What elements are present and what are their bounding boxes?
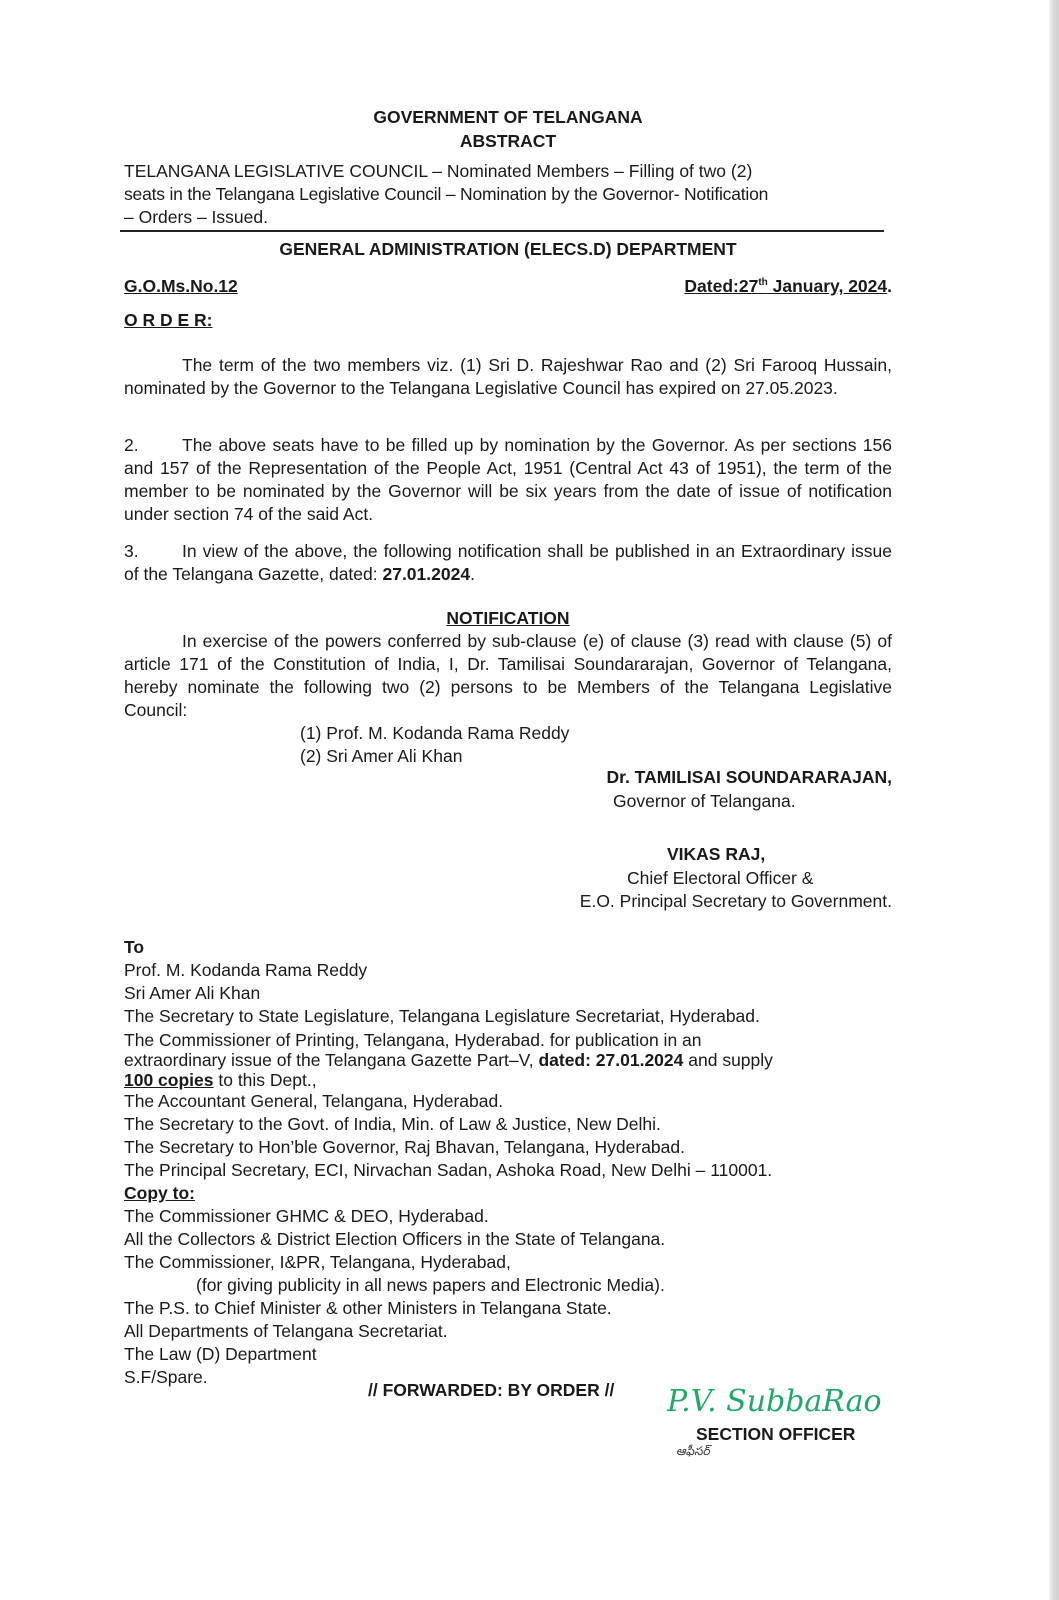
gazette-date: 27.01.2024 — [382, 564, 471, 584]
officer-initial-stamp: ఆఫీసర్ — [676, 1444, 710, 1458]
nominee-item: (2) Sri Amer Ali Khan — [300, 746, 463, 766]
printing-text: to this Dept., — [213, 1070, 317, 1090]
recipient: Sri Amer Ali Khan — [124, 983, 261, 1003]
recipient-printing — [124, 1030, 773, 1090]
copies-count: 100 copies — [124, 1070, 214, 1090]
notification-body: In exercise of the powers conferred by sub-clause (e) of clause (3) read with clause (5) of article 171 of the Constitution of India, I, Dr. Tamilisai Soundararajan, Governor of Telangana, hereby nominate the following two (2) persons to be Members of the Telangana Legislative Council: — [124, 631, 892, 720]
signature: P.V. SubbaRao — [667, 1384, 882, 1419]
nominee-item: (1) Prof. M. Kodanda Rama Reddy — [300, 723, 570, 743]
subject-line: seats in the Telangana Legislative Council – Nomination by the Governor- Notification — [124, 184, 769, 204]
paragraph-number: 3. — [124, 541, 139, 561]
section-officer-label: SECTION OFFICER — [696, 1424, 856, 1444]
go-number: G.O.Ms.No.12 — [124, 276, 238, 296]
notification-title: NOTIFICATION — [446, 608, 570, 628]
printing-date: dated: 27.01.2024 — [538, 1050, 684, 1070]
date-suffix: January, 2024 — [767, 276, 888, 296]
copy-recipient: The P.S. to Chief Minister & other Ministers in Telangana State. — [124, 1298, 612, 1318]
paragraph-text: The above seats have to be filled up by nomination by the Governor. As per sections 156 and 157 of the Representation of the People Act, 1951 (Central Act 43 of 1951), the term of the member to be nominated by the Governor will be six years from the date of issue of notification under section 74 of the said Act. — [124, 435, 892, 524]
copy-recipient: All the Collectors & District Election Officers in the State of Telangana. — [124, 1229, 666, 1249]
paragraph-end: . — [470, 564, 475, 584]
recipient: The Accountant General, Telangana, Hyderabad. — [124, 1091, 504, 1111]
governor-title: Governor of Telangana. — [613, 791, 796, 811]
officer-name: VIKAS RAJ, — [667, 844, 766, 864]
date-prefix: Dated:27 — [684, 276, 759, 296]
copy-recipient: The Commissioner GHMC & DEO, Hyderabad. — [124, 1206, 489, 1226]
subject-line: TELANGANA LEGISLATIVE COUNCIL – Nominated Members – Filling of two (2) — [124, 161, 753, 181]
printing-text: and supply — [683, 1050, 773, 1070]
recipient: The Secretary to the Govt. of India, Min. of Law & Justice, New Delhi. — [124, 1114, 661, 1134]
recipient: Prof. M. Kodanda Rama Reddy — [124, 960, 368, 980]
to-label: To — [124, 937, 145, 957]
subject-line: – Orders – Issued. — [124, 207, 268, 227]
order-date — [684, 276, 892, 297]
order-paragraph-1: The term of the two members viz. (1) Sri D. Rajeshwar Rao and (2) Sri Farooq Hussain, nominated by the Governor to the Telangana Legislative Council has expired on 27.05.2023. — [124, 355, 892, 398]
printing-text: extraordinary issue of the Telangana Gazette Part–V, — [124, 1050, 539, 1070]
subject-divider — [120, 230, 884, 232]
government-heading: GOVERNMENT OF TELANGANA — [373, 107, 643, 127]
governor-name: Dr. TAMILISAI SOUNDARARAJAN, — [606, 767, 892, 787]
order-label: O R D E R: — [124, 310, 213, 330]
printing-line — [124, 1050, 773, 1070]
paragraph-number: 2. — [124, 435, 139, 455]
copy-recipient-note: (for giving publicity in all news papers and Electronic Media). — [196, 1275, 665, 1295]
page-edge-shadow — [1049, 0, 1059, 1600]
officer-title-1: Chief Electoral Officer & — [627, 868, 814, 888]
officer-title-2: E.O. Principal Secretary to Government. — [579, 891, 892, 911]
paragraph-text: In view of the above, the following notification shall be published in an Extraordinary issue of the Telangana Gazette, dated: — [124, 541, 892, 584]
copy-recipient: S.F/Spare. — [124, 1367, 208, 1387]
date-sup: th — [758, 277, 768, 289]
copy-recipient: All Departments of Telangana Secretariat. — [124, 1321, 448, 1341]
recipient: The Secretary to State Legislature, Telangana Legislature Secretariat, Hyderabad. — [124, 1006, 760, 1026]
printing-line — [124, 1070, 773, 1090]
recipient: The Principal Secretary, ECI, Nirvachan Sadan, Ashoka Road, New Delhi – 110001. — [124, 1160, 773, 1180]
forwarded-by-order: // FORWARDED: BY ORDER // — [368, 1380, 615, 1400]
subject — [124, 160, 892, 229]
copy-to-label: Copy to: — [124, 1183, 195, 1203]
order-paragraph-2 — [124, 434, 892, 526]
department-heading: GENERAL ADMINISTRATION (ELECS.D) DEPARTMENT — [279, 239, 737, 259]
order-paragraph-3 — [124, 540, 892, 586]
distribution-list — [124, 936, 773, 1389]
abstract-heading: ABSTRACT — [459, 131, 557, 151]
copy-recipient: The Commissioner, I&PR, Telangana, Hyderabad, — [124, 1252, 511, 1272]
recipient: The Secretary to Hon’ble Governor, Raj Bhavan, Telangana, Hyderabad. — [124, 1137, 685, 1157]
nominee-list — [300, 722, 569, 768]
date-period: . — [887, 276, 892, 296]
copy-recipient: The Law (D) Department — [124, 1344, 317, 1364]
printing-line: The Commissioner of Printing, Telangana, Hyderabad. for publication in an — [124, 1030, 702, 1050]
